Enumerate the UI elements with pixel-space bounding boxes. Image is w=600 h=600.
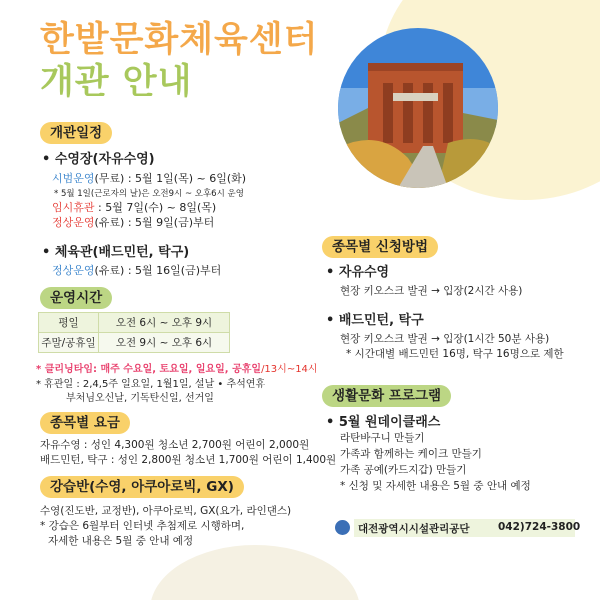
opening-heading: 개관일정 <box>40 122 112 144</box>
program-item: 라탄바구니 만들기 <box>340 432 425 444</box>
closed-label: 임시휴관 <box>52 201 95 214</box>
table-row <box>39 313 230 333</box>
pool-title: • 수영장(자유수영) <box>42 152 155 167</box>
page-title: 한밭문화체육센터 <box>40 20 319 60</box>
holiday-line1: * 휴관일 : 2,4,5주 일요일, 1월1일, 설날 • 추석연휴 <box>36 379 266 390</box>
classes-line3: 자세한 내용은 5월 중 안내 예정 <box>48 535 194 547</box>
time-cell: 오전 6시 ~ 오후 9시 <box>99 313 230 333</box>
apply-heading: 종목별 신청방법 <box>322 236 438 258</box>
page-subtitle: 개관 안내 <box>40 62 193 102</box>
holiday-line2: 부처님오신날, 기독탄신일, 선거일 <box>66 393 214 404</box>
pool-regular-row <box>52 214 214 230</box>
regular-text: (유료) : 5월 9일(금)부터 <box>94 216 215 229</box>
gym-regular-text: (유료) : 5월 16일(금)부터 <box>94 264 222 277</box>
cleaning-time <box>36 360 318 375</box>
gym-regular-row <box>52 262 221 278</box>
classes-heading: 강습반(수영, 아쿠아로빅, GX) <box>40 476 244 498</box>
apply-swim-text: 현장 키오스크 발권 → 입장(2시간 사용) <box>340 285 523 297</box>
gym-title: • 체육관(배드민턴, 탁구) <box>42 245 190 260</box>
classes-line2: * 강습은 6월부터 인터넷 추첨제로 시행하며, <box>40 520 245 532</box>
background-circle <box>150 545 360 600</box>
cleaning-hours: /13시~14시 <box>261 364 318 375</box>
program-note: * 신청 및 자세한 내용은 5월 중 안내 예정 <box>340 480 531 492</box>
hours-heading: 운영시간 <box>40 287 112 309</box>
fee-badminton: 배드민턴, 탁구 : 성인 2,800원 청소년 1,700원 어린이 1,400원 <box>40 454 337 466</box>
fee-swim: 자유수영 : 성인 4,300원 청소년 2,700원 어린이 2,000원 <box>40 439 310 451</box>
apply-swim-title: • 자유수영 <box>326 265 390 280</box>
table-row <box>39 333 230 353</box>
program-heading: 생활문화 프로그램 <box>322 385 451 407</box>
footer-phone: 042)724-3800 <box>498 521 581 533</box>
day-cell: 평일 <box>39 313 99 333</box>
footer-org: 대전광역시시설관리공단 <box>358 523 470 535</box>
apply-badminton-text: 현장 키오스크 발권 → 입장(1시간 50분 사용) <box>340 333 550 345</box>
closed-text: : 5월 7일(수) ~ 8일(목) <box>94 201 217 214</box>
building-photo <box>338 28 498 188</box>
fees-heading: 종목별 요금 <box>40 412 130 434</box>
pool-note: * 5월 1일(근로자의 날)은 오전9시 ~ 오후6시 운영 <box>54 189 244 199</box>
gym-regular-label: 정상운영 <box>52 264 95 277</box>
apply-badminton-title: • 배드민턴, 탁구 <box>326 313 424 328</box>
program-title: • 5월 원데이클래스 <box>326 415 441 430</box>
day-cell: 주말/공휴일 <box>39 333 99 353</box>
program-item: 가족 공예(카드지갑) 만들기 <box>340 464 467 476</box>
pool-trial-row <box>52 170 246 186</box>
org-logo-icon <box>335 520 350 535</box>
trial-text: (무료) : 5월 1일(목) ~ 6일(화) <box>94 172 247 185</box>
trial-label: 시범운영 <box>52 172 95 185</box>
classes-line1: 수영(진도반, 교정반), 아쿠아로빅, GX(요가, 라인댄스) <box>40 505 292 517</box>
hours-table <box>38 312 230 353</box>
apply-badminton-note: * 시간대별 배드민턴 16명, 탁구 16명으로 제한 <box>346 348 564 360</box>
pool-closed-row <box>52 199 216 215</box>
cleaning-days: * 클리닝타임: 매주 수요일, 토요일, 일요일, 공휴일 <box>36 364 262 375</box>
regular-label: 정상운영 <box>52 216 95 229</box>
program-item: 가족과 함께하는 케이크 만들기 <box>340 448 482 460</box>
time-cell: 오전 9시 ~ 오후 6시 <box>99 333 230 353</box>
